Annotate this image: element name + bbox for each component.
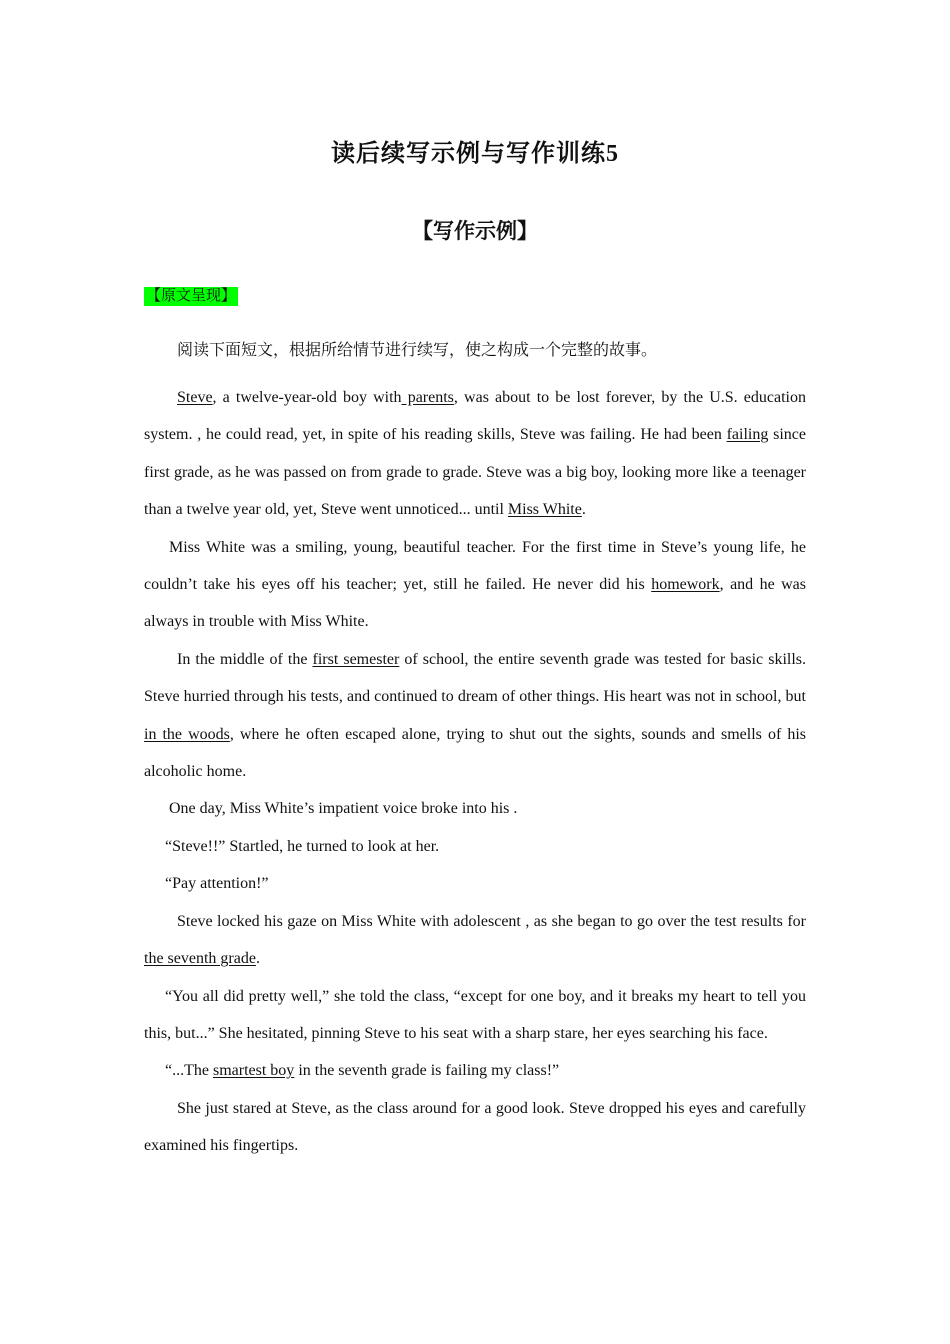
- paragraph-6: “Pay attention!”: [165, 875, 269, 893]
- section-heading: 【写作示例】: [412, 219, 538, 243]
- paragraph-1: Steve, a twelve-year-old boy with parents, was about to be lost forever, by the U.S. education system. , he could read, yet, in spite of his reading skills, Steve was failing. He had been failing since first grade, as he was passed on from grade to grade. Steve was a big boy, looking more like a teenager than a twelve year old, yet, Steve went unnoticed... until Miss White.: [144, 389, 807, 519]
- paragraph-2: Miss White was a smiling, young, beautiful teacher. For the first time in Steve’s young life, he couldn’t take his eyes off his teacher; yet, still he failed. He never did his homework, and he was always in trouble with Miss White.: [144, 538, 807, 631]
- paragraph-3: In the middle of the first semester of school, the entire seventh grade was tested for basic skills. Steve hurried through his tests, and continued to dream of other things. His heart was not in school, but in the woods, where he often escaped alone, trying to shut out the sights, sounds and smells of his alcoholic home.: [144, 650, 806, 781]
- paragraph-10: She just stared at Steve, as the class around for a good look. Steve dropped his eyes and carefully examined his fingertips.: [144, 1099, 806, 1155]
- underlined-phrase: Miss White: [507, 501, 582, 519]
- paragraph-5: “Steve!!” Startled, he turned to look at her.: [165, 837, 440, 855]
- original-text-tag: 【原文呈现】: [146, 288, 237, 304]
- paragraph-8: “You all did pretty well,” she told the class, “except for one boy, and it breaks my heart to tell you this, but...” She hesitated, pinning Steve to his seat with a sharp stare, her eyes searching his face.: [144, 987, 806, 1042]
- paragraph-9: “...The smartest boy in the seventh grade is failing my class!”: [165, 1062, 560, 1080]
- underlined-phrase: parents: [401, 389, 454, 406]
- story-body: [144, 379, 806, 1165]
- underlined-phrase: smartest boy: [212, 1062, 295, 1080]
- underlined-phrase: failing: [726, 426, 769, 444]
- underlined-phrase: Steve: [177, 389, 213, 406]
- underlined-phrase: in the woods: [144, 725, 230, 743]
- underlined-phrase: first semester: [312, 650, 400, 668]
- instruction-text: 阅读下面短文，根据所给情节进行续写，使之构成一个完整的故事。: [177, 342, 658, 359]
- page-title: 读后续写示例与写作训练5: [331, 141, 619, 167]
- underlined-phrase: the seventh grade: [144, 950, 256, 968]
- underlined-phrase: homework: [651, 576, 720, 594]
- paragraph-7: Steve locked his gaze on Miss White with adolescent , as she began to go over the test results for the seventh grade.: [144, 912, 806, 968]
- paragraph-4: One day, Miss White’s impatient voice broke into his .: [169, 800, 518, 818]
